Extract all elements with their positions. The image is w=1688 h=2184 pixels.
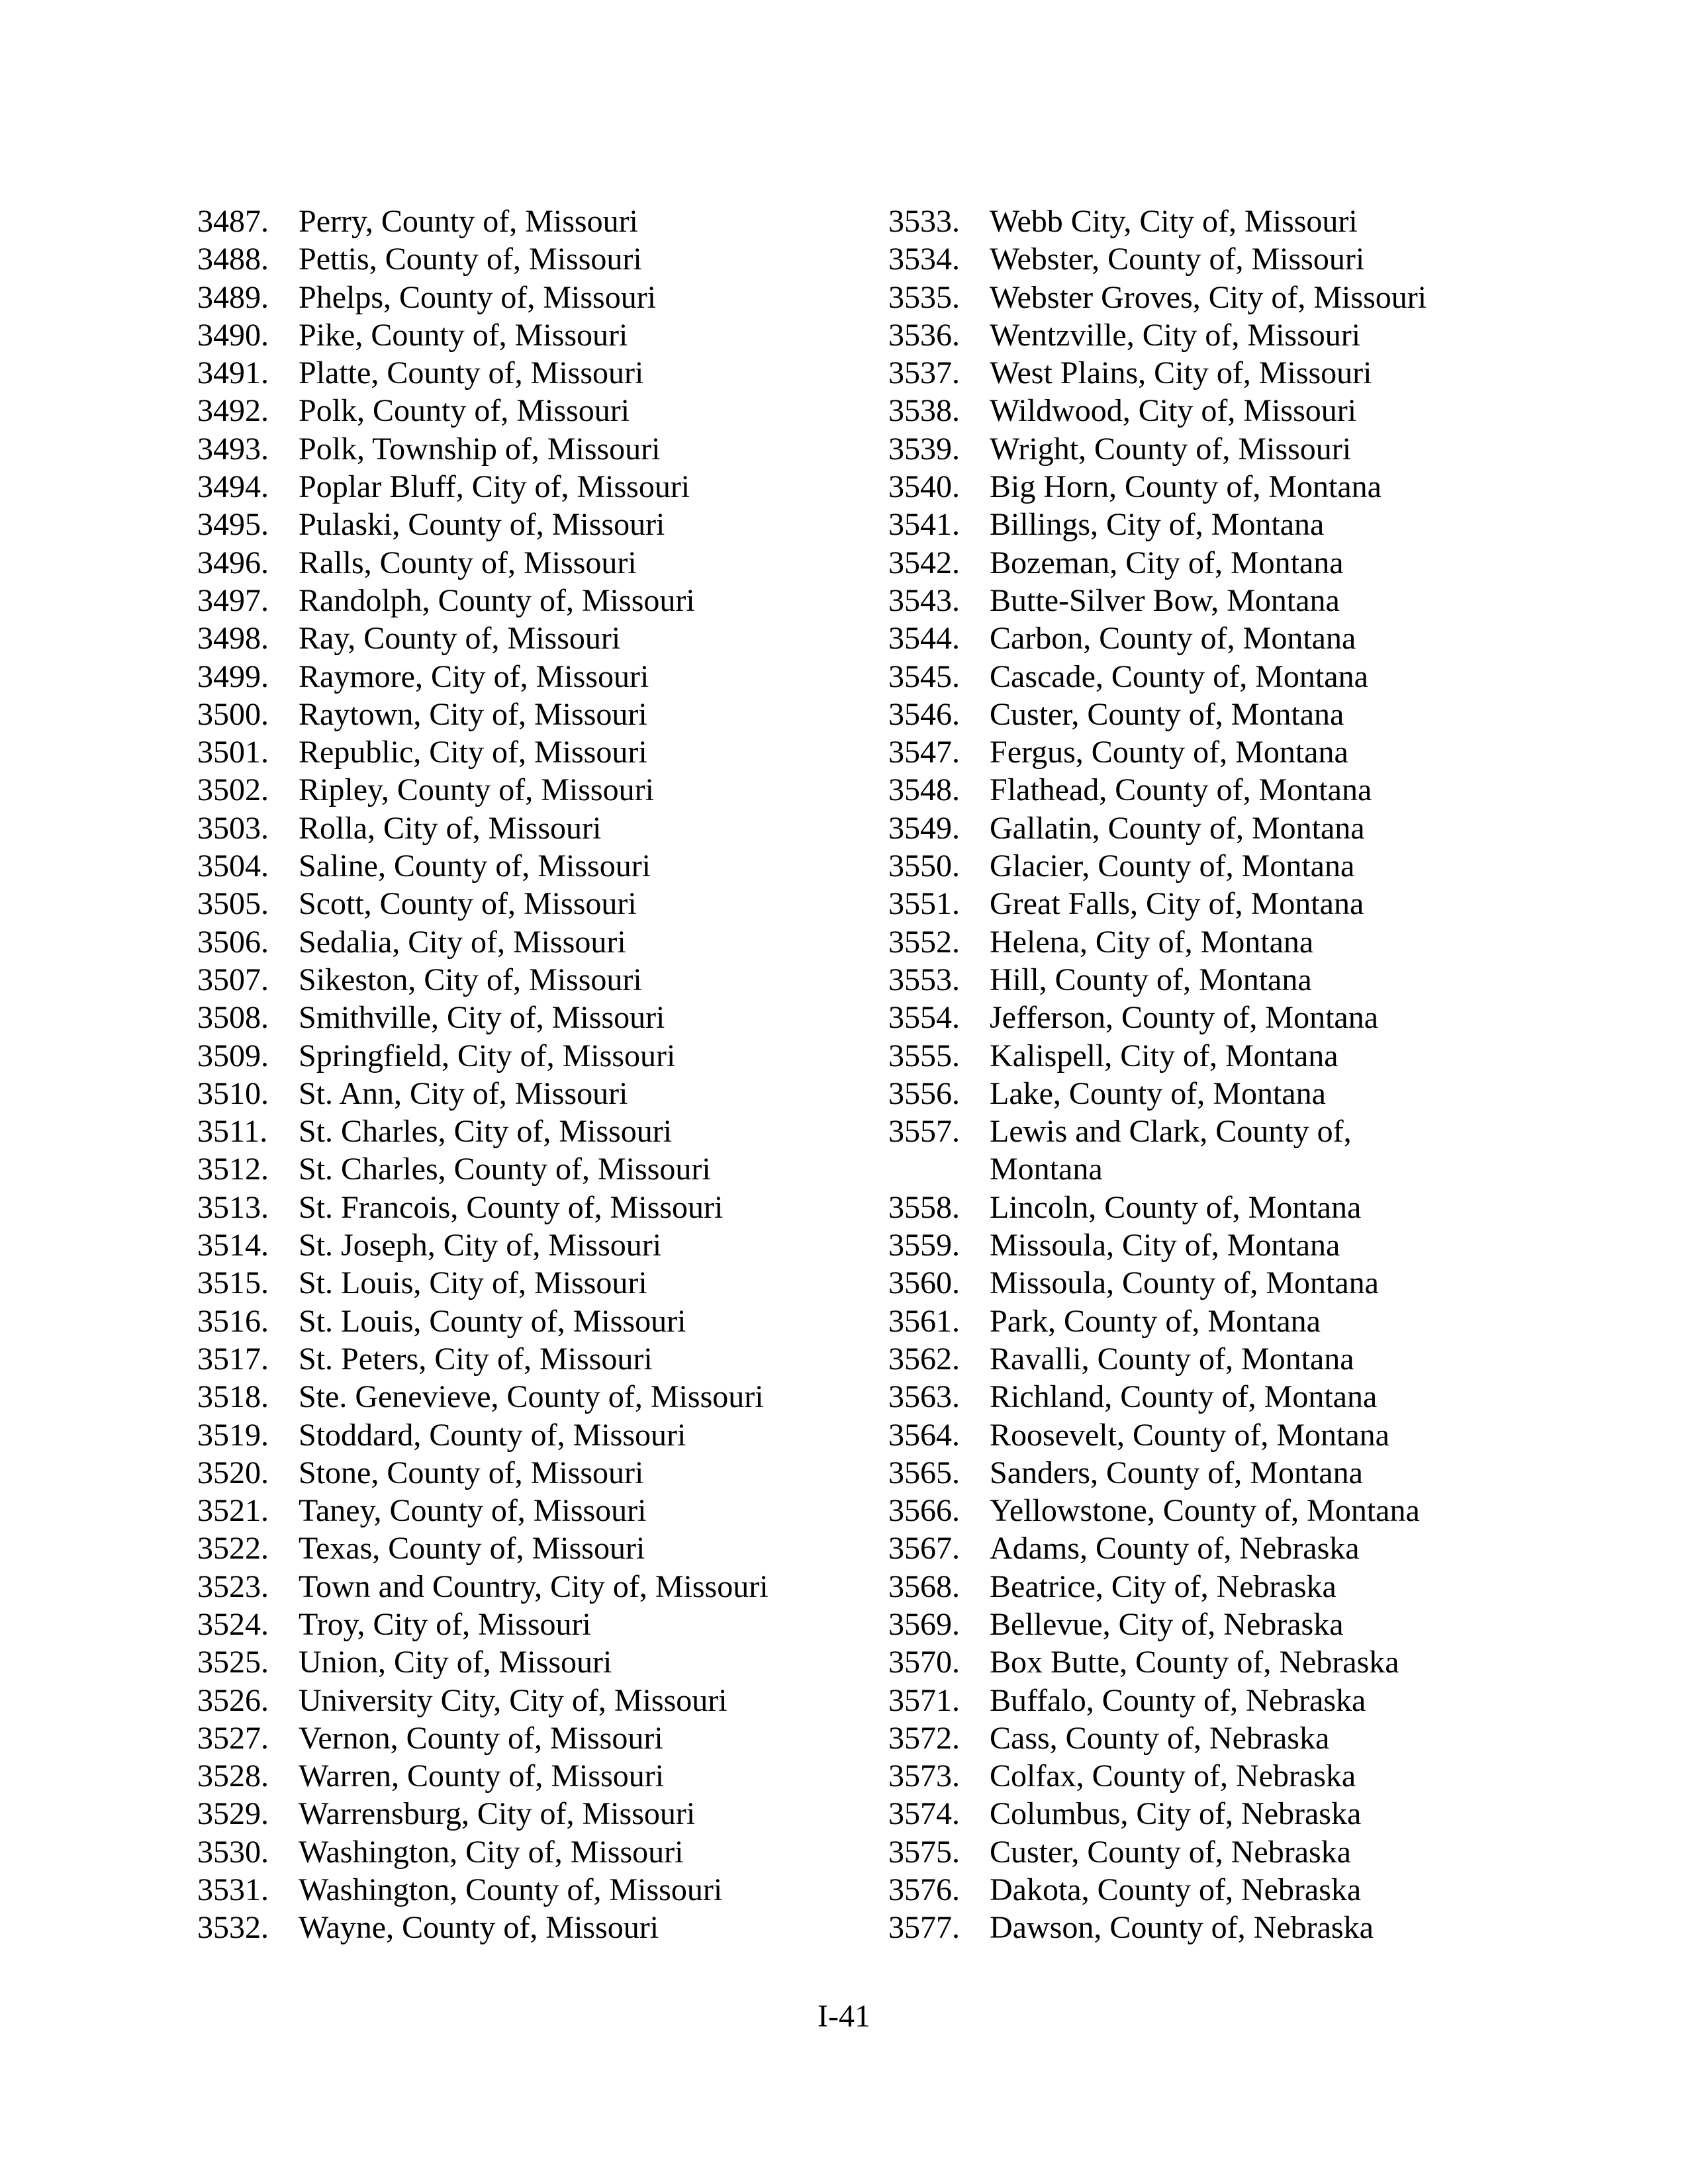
list-item — [888, 923, 1524, 961]
list-item — [888, 809, 1524, 847]
item-number: 3524. — [197, 1606, 269, 1642]
item-number: 3539. — [888, 431, 960, 467]
item-number: 3537. — [888, 355, 960, 391]
item-text: Texas, County of, Missouri — [299, 1531, 645, 1567]
item-text: Wayne, County of, Missouri — [299, 1910, 659, 1946]
item-text: Vernon, County of, Missouri — [299, 1720, 663, 1756]
list-item — [197, 582, 833, 619]
item-text: Saline, County of, Missouri — [299, 848, 651, 884]
item-number: 3488. — [197, 242, 269, 277]
item-text: Washington, County of, Missouri — [299, 1872, 723, 1908]
item-number: 3517. — [197, 1341, 269, 1377]
list-item — [888, 1378, 1524, 1416]
item-text: Phelps, County of, Missouri — [299, 279, 657, 315]
list-item — [888, 1302, 1524, 1340]
item-number: 3516. — [197, 1303, 269, 1339]
list-item — [197, 961, 833, 999]
list-item — [888, 1416, 1524, 1454]
item-number: 3552. — [888, 924, 960, 960]
list-item — [888, 1037, 1524, 1075]
item-number: 3562. — [888, 1341, 960, 1377]
list-item — [197, 544, 833, 582]
item-text: Stoddard, County of, Missouri — [299, 1417, 686, 1453]
list-item — [888, 1529, 1524, 1567]
item-text: Custer, County of, Montana — [990, 696, 1344, 732]
item-number: 3503. — [197, 810, 269, 846]
item-number: 3490. — [197, 317, 269, 353]
item-number: 3565. — [888, 1455, 960, 1490]
list-item — [888, 392, 1524, 430]
item-number: 3527. — [197, 1720, 269, 1756]
list-item — [197, 1189, 833, 1226]
list-item — [888, 203, 1524, 240]
item-number: 3526. — [197, 1682, 269, 1718]
list-item — [197, 1075, 833, 1113]
list-item — [197, 1416, 833, 1454]
item-number: 3551. — [888, 886, 960, 922]
item-text: Dawson, County of, Nebraska — [990, 1910, 1374, 1946]
item-text: St. Ann, City of, Missouri — [299, 1075, 628, 1111]
item-number: 3571. — [888, 1682, 960, 1718]
item-text: Perry, County of, Missouri — [299, 204, 638, 239]
item-number: 3575. — [888, 1834, 960, 1870]
item-text: Columbus, City of, Nebraska — [990, 1796, 1362, 1832]
list-item — [197, 316, 833, 354]
item-text: Stone, County of, Missouri — [299, 1455, 644, 1490]
item-text: West Plains, City of, Missouri — [990, 355, 1372, 391]
list-item — [197, 809, 833, 847]
list-item — [888, 582, 1524, 619]
item-number: 3498. — [197, 621, 269, 657]
list-item — [888, 1682, 1524, 1719]
list-item — [197, 1302, 833, 1340]
item-text: Carbon, County of, Montana — [990, 621, 1356, 657]
left-column — [197, 203, 833, 1947]
item-number: 3572. — [888, 1720, 960, 1756]
list-item — [888, 961, 1524, 999]
list-item — [197, 658, 833, 696]
item-text: Polk, County of, Missouri — [299, 393, 630, 429]
list-item — [888, 733, 1524, 771]
item-text: Ray, County of, Missouri — [299, 621, 621, 657]
item-number: 3568. — [888, 1569, 960, 1604]
item-text: Lake, County of, Montana — [990, 1075, 1326, 1111]
item-number: 3569. — [888, 1606, 960, 1642]
item-number: 3555. — [888, 1038, 960, 1073]
page-number: I-41 — [818, 1999, 870, 2034]
item-number: 3564. — [888, 1417, 960, 1453]
item-text: Jefferson, County of, Montana — [990, 1000, 1379, 1036]
item-number: 3514. — [197, 1228, 269, 1263]
item-text: Kalispell, City of, Montana — [990, 1038, 1338, 1073]
item-text: Platte, County of, Missouri — [299, 355, 644, 391]
item-text: St. Peters, City of, Missouri — [299, 1341, 653, 1377]
list-item — [197, 203, 833, 240]
list-item — [888, 240, 1524, 278]
item-text: Colfax, County of, Nebraska — [990, 1758, 1356, 1794]
item-number: 3547. — [888, 735, 960, 770]
list-item — [197, 1606, 833, 1643]
list-item — [197, 430, 833, 468]
item-text: St. Louis, City of, Missouri — [299, 1265, 647, 1301]
item-number: 3576. — [888, 1872, 960, 1908]
item-text: Billings, City of, Montana — [990, 507, 1325, 543]
item-text: Springfield, City of, Missouri — [299, 1038, 676, 1073]
item-number: 3556. — [888, 1075, 960, 1111]
list-item — [197, 733, 833, 771]
item-number: 3520. — [197, 1455, 269, 1490]
list-item — [888, 696, 1524, 733]
item-number: 3545. — [888, 659, 960, 694]
list-item — [888, 885, 1524, 923]
item-text: Cass, County of, Nebraska — [990, 1720, 1330, 1756]
item-text: Ravalli, County of, Montana — [990, 1341, 1354, 1377]
item-number: 3546. — [888, 696, 960, 732]
list-item — [197, 1909, 833, 1946]
item-number: 3542. — [888, 545, 960, 580]
item-number: 3496. — [197, 545, 269, 580]
list-item — [197, 1529, 833, 1567]
list-item — [197, 1454, 833, 1492]
list-item — [888, 354, 1524, 392]
item-number: 3487. — [197, 204, 269, 239]
list-item — [197, 1340, 833, 1378]
item-text: Bellevue, City of, Nebraska — [990, 1606, 1344, 1642]
list-item — [888, 1113, 1524, 1189]
item-number: 3507. — [197, 962, 269, 997]
list-item — [888, 771, 1524, 809]
item-number: 3500. — [197, 696, 269, 732]
item-number: 3534. — [888, 242, 960, 277]
item-text: Beatrice, City of, Nebraska — [990, 1569, 1336, 1604]
item-text: Park, County of, Montana — [990, 1303, 1321, 1339]
list-item — [888, 1833, 1524, 1871]
item-text: St. Charles, County of, Missouri — [299, 1152, 711, 1187]
item-text: Sedalia, City of, Missouri — [299, 924, 626, 960]
list-item — [888, 468, 1524, 506]
item-number: 3494. — [197, 469, 269, 505]
item-text: Richland, County of, Montana — [990, 1379, 1378, 1415]
item-text: Rolla, City of, Missouri — [299, 810, 602, 846]
item-text: Webster, County of, Missouri — [990, 242, 1365, 277]
item-number: 3523. — [197, 1569, 269, 1604]
list-item — [888, 316, 1524, 354]
list-item — [197, 1113, 833, 1150]
item-text: Gallatin, County of, Montana — [990, 810, 1365, 846]
item-number: 3528. — [197, 1758, 269, 1794]
item-text: Ripley, County of, Missouri — [299, 772, 654, 808]
item-text: Scott, County of, Missouri — [299, 886, 637, 922]
item-number: 3559. — [888, 1228, 960, 1263]
item-text: University City, City of, Missouri — [299, 1682, 727, 1718]
item-number: 3518. — [197, 1379, 269, 1415]
list-item — [197, 1492, 833, 1529]
item-number: 3541. — [888, 507, 960, 543]
item-number: 3538. — [888, 393, 960, 429]
item-number: 3566. — [888, 1493, 960, 1529]
item-number: 3502. — [197, 772, 269, 808]
item-number: 3532. — [197, 1910, 269, 1946]
list-item — [197, 923, 833, 961]
item-text: Dakota, County of, Nebraska — [990, 1872, 1362, 1908]
list-item — [888, 1568, 1524, 1606]
item-number: 3558. — [888, 1189, 960, 1225]
list-item — [197, 1719, 833, 1757]
item-text: Helena, City of, Montana — [990, 924, 1314, 960]
item-text: Butte-Silver Bow, Montana — [990, 582, 1340, 618]
item-text: Raytown, City of, Missouri — [299, 696, 647, 732]
list-item — [888, 1189, 1524, 1226]
item-number: 3509. — [197, 1038, 269, 1073]
list-item — [888, 1871, 1524, 1909]
item-number: 3543. — [888, 582, 960, 618]
item-text: Glacier, County of, Montana — [990, 848, 1355, 884]
list-item — [888, 506, 1524, 543]
list-item — [197, 468, 833, 506]
item-text: Warrensburg, City of, Missouri — [299, 1796, 696, 1832]
list-item — [888, 1226, 1524, 1264]
list-item — [197, 847, 833, 885]
item-text: Webster Groves, City of, Missouri — [990, 279, 1427, 315]
item-number: 3544. — [888, 621, 960, 657]
item-text: Lewis and Clark, County of, Montana — [990, 1114, 1352, 1187]
item-text: Adams, County of, Nebraska — [990, 1531, 1360, 1567]
list-item — [197, 1568, 833, 1606]
item-number: 3553. — [888, 962, 960, 997]
item-number: 3505. — [197, 886, 269, 922]
item-text: Warren, County of, Missouri — [299, 1758, 665, 1794]
item-number: 3513. — [197, 1189, 269, 1225]
list-item — [197, 1643, 833, 1681]
item-number: 3521. — [197, 1493, 269, 1529]
item-number: 3511. — [197, 1114, 268, 1150]
item-text: Taney, County of, Missouri — [299, 1493, 647, 1529]
list-item — [888, 1643, 1524, 1681]
item-text: Buffalo, County of, Nebraska — [990, 1682, 1366, 1718]
item-text: Pettis, County of, Missouri — [299, 242, 642, 277]
list-item — [197, 696, 833, 733]
item-number: 3530. — [197, 1834, 269, 1870]
list-item — [888, 1795, 1524, 1833]
item-number: 3497. — [197, 582, 269, 618]
item-number: 3522. — [197, 1531, 269, 1567]
item-text: Town and Country, City of, Missouri — [299, 1569, 769, 1604]
item-number: 3501. — [197, 735, 269, 770]
item-text: Raymore, City of, Missouri — [299, 659, 649, 694]
item-text: St. Francois, County of, Missouri — [299, 1189, 724, 1225]
list-item — [888, 847, 1524, 885]
item-text: Wright, County of, Missouri — [990, 431, 1352, 467]
list-item — [197, 771, 833, 809]
list-item — [888, 1492, 1524, 1529]
list-item — [888, 1757, 1524, 1795]
item-number: 3504. — [197, 848, 269, 884]
item-number: 3491. — [197, 355, 269, 391]
list-item — [888, 1909, 1524, 1946]
list-item — [197, 1757, 833, 1795]
list-item — [888, 1264, 1524, 1302]
item-number: 3512. — [197, 1152, 269, 1187]
list-item — [888, 658, 1524, 696]
item-text: Washington, City of, Missouri — [299, 1834, 684, 1870]
item-number: 3567. — [888, 1531, 960, 1567]
item-text: Missoula, City of, Montana — [990, 1228, 1340, 1263]
item-text: Union, City of, Missouri — [299, 1645, 612, 1680]
item-text: Ralls, County of, Missouri — [299, 545, 637, 580]
item-text: Wildwood, City of, Missouri — [990, 393, 1357, 429]
item-number: 3515. — [197, 1265, 269, 1301]
list-item — [888, 619, 1524, 657]
list-item — [197, 1833, 833, 1871]
item-text: Lincoln, County of, Montana — [990, 1189, 1362, 1225]
item-number: 3577. — [888, 1910, 960, 1946]
item-number: 3536. — [888, 317, 960, 353]
item-text: Sikeston, City of, Missouri — [299, 962, 642, 997]
item-number: 3573. — [888, 1758, 960, 1794]
item-text: Missoula, County of, Montana — [990, 1265, 1379, 1301]
item-number: 3529. — [197, 1796, 269, 1832]
list-item — [197, 354, 833, 392]
item-number: 3557. — [888, 1114, 960, 1150]
list-item — [197, 279, 833, 316]
item-number: 3540. — [888, 469, 960, 505]
item-number: 3525. — [197, 1645, 269, 1680]
item-text: Flathead, County of, Montana — [990, 772, 1372, 808]
item-text: Custer, County of, Nebraska — [990, 1834, 1351, 1870]
item-text: St. Charles, City of, Missouri — [299, 1114, 673, 1150]
list-item — [197, 1795, 833, 1833]
list-item — [197, 1682, 833, 1719]
item-number: 3506. — [197, 924, 269, 960]
item-number: 3574. — [888, 1796, 960, 1832]
list-item — [197, 619, 833, 657]
item-number: 3492. — [197, 393, 269, 429]
list-item — [197, 1264, 833, 1302]
list-item — [888, 1454, 1524, 1492]
list-item — [888, 999, 1524, 1036]
list-item — [888, 1340, 1524, 1378]
list-item — [888, 279, 1524, 316]
item-number: 3548. — [888, 772, 960, 808]
item-text: Bozeman, City of, Montana — [990, 545, 1344, 580]
item-text: Smithville, City of, Missouri — [299, 1000, 665, 1036]
item-number: 3560. — [888, 1265, 960, 1301]
item-number: 3510. — [197, 1075, 269, 1111]
item-text: Box Butte, County of, Nebraska — [990, 1645, 1399, 1680]
item-text: Ste. Genevieve, County of, Missouri — [299, 1379, 764, 1415]
list-item — [197, 506, 833, 543]
item-text: Wentzville, City of, Missouri — [990, 317, 1361, 353]
item-text: St. Louis, County of, Missouri — [299, 1303, 686, 1339]
item-text: Pike, County of, Missouri — [299, 317, 628, 353]
item-text: Poplar Bluff, City of, Missouri — [299, 469, 690, 505]
item-text: Big Horn, County of, Montana — [990, 469, 1382, 505]
item-number: 3493. — [197, 431, 269, 467]
item-text: Pulaski, County of, Missouri — [299, 507, 665, 543]
item-number: 3533. — [888, 204, 960, 239]
item-text: Troy, City of, Missouri — [299, 1606, 591, 1642]
item-text: Great Falls, City of, Montana — [990, 886, 1364, 922]
list-item — [197, 392, 833, 430]
list-item — [197, 240, 833, 278]
item-text: Randolph, County of, Missouri — [299, 582, 695, 618]
item-text: Sanders, County of, Montana — [990, 1455, 1363, 1490]
list-item — [197, 1871, 833, 1909]
item-number: 3489. — [197, 279, 269, 315]
item-text: Hill, County of, Montana — [990, 962, 1312, 997]
item-text: Polk, Township of, Missouri — [299, 431, 661, 467]
item-text: St. Joseph, City of, Missouri — [299, 1228, 662, 1263]
item-number: 3549. — [888, 810, 960, 846]
list-item — [197, 885, 833, 923]
list-item — [197, 999, 833, 1036]
item-text: Republic, City of, Missouri — [299, 735, 647, 770]
list-item — [197, 1378, 833, 1416]
item-number: 3519. — [197, 1417, 269, 1453]
item-number: 3563. — [888, 1379, 960, 1415]
item-number: 3535. — [888, 279, 960, 315]
item-number: 3554. — [888, 1000, 960, 1036]
item-number: 3570. — [888, 1645, 960, 1680]
item-text: Cascade, County of, Montana — [990, 659, 1368, 694]
item-number: 3531. — [197, 1872, 269, 1908]
list-item — [888, 1606, 1524, 1643]
item-text: Webb City, City of, Missouri — [990, 204, 1358, 239]
item-text: Roosevelt, County of, Montana — [990, 1417, 1389, 1453]
item-text: Yellowstone, County of, Montana — [990, 1493, 1420, 1529]
item-number: 3561. — [888, 1303, 960, 1339]
list-item — [888, 544, 1524, 582]
item-number: 3508. — [197, 1000, 269, 1036]
list-item — [197, 1226, 833, 1264]
list-item — [888, 1075, 1524, 1113]
right-column — [888, 203, 1524, 1947]
list-item — [888, 1719, 1524, 1757]
item-number: 3499. — [197, 659, 269, 694]
list-item — [197, 1037, 833, 1075]
item-number: 3495. — [197, 507, 269, 543]
item-number: 3550. — [888, 848, 960, 884]
list-item — [197, 1150, 833, 1188]
item-text: Fergus, County of, Montana — [990, 735, 1348, 770]
list-item — [888, 430, 1524, 468]
